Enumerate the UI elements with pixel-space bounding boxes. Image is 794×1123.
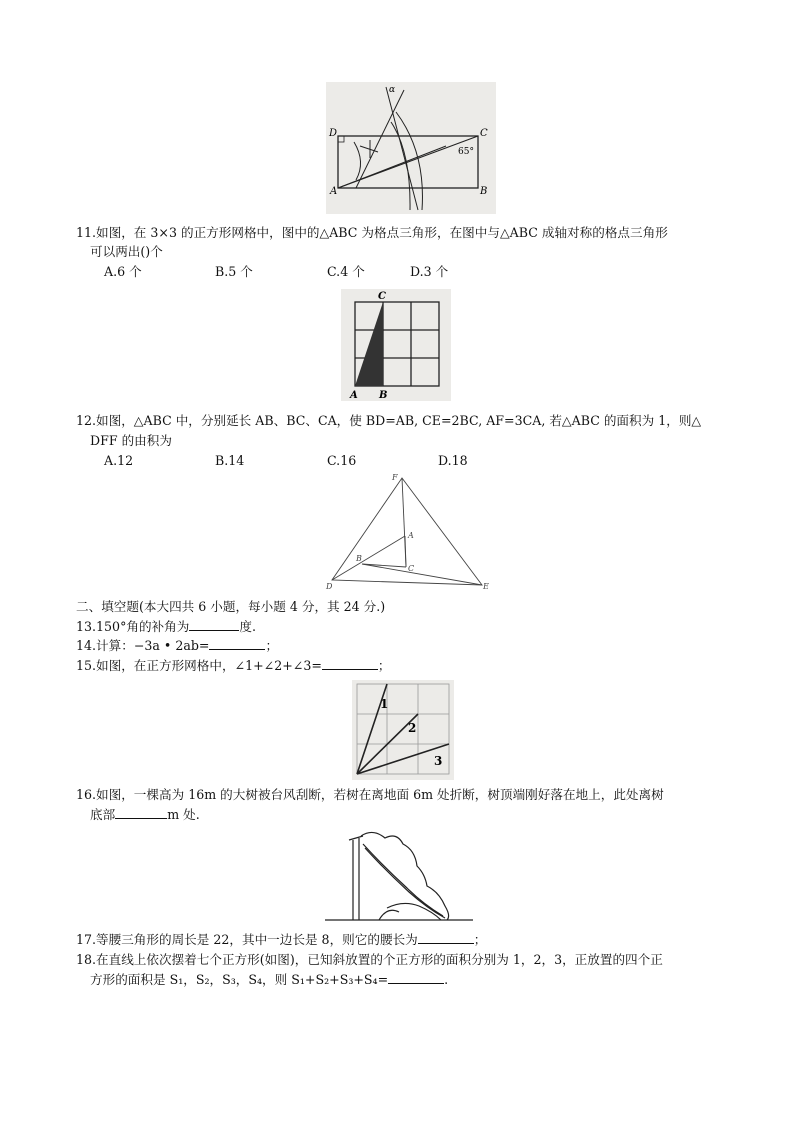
figure-q11-grid (341, 289, 451, 401)
label-alpha: α (389, 85, 396, 95)
q12-option-c: C.16 (327, 453, 357, 468)
q14-suffix: ； (265, 638, 279, 653)
q12-text-line2: DFF 的由积为 (90, 433, 172, 448)
figure-q12-triangle (322, 472, 492, 592)
label-c: C (480, 128, 488, 139)
q14-text: 14.计算：−3a • 2ab= (76, 638, 210, 653)
q17 (76, 931, 486, 948)
q11-option-a: A.6 个 (104, 264, 142, 279)
label-angle-2: 2 (408, 721, 417, 735)
q13-suffix: 度. (239, 619, 256, 634)
label-c: C (378, 291, 386, 302)
q18 (90, 971, 448, 988)
q13-text: 13.150°角的补角为 (76, 619, 190, 634)
label-f: F (392, 473, 398, 482)
q12-option-a: A.12 (104, 453, 134, 468)
q13 (76, 618, 256, 635)
q18-suffix: . (444, 972, 449, 987)
figure-q16-broken-tree (323, 826, 475, 924)
label-e: E (483, 582, 489, 591)
q16 (90, 806, 200, 823)
q18-text: 方形的面积是 S₁，S₂，S₃，S₄，则 S₁+S₂+S₃+S₄= (90, 972, 389, 987)
label-d: D (329, 128, 338, 139)
q16-text: 底部 (90, 807, 116, 822)
q18-answer-blank (388, 971, 444, 984)
label-angle-65: 65° (458, 147, 474, 157)
q16-answer-blank (115, 806, 167, 819)
q11-text-line1: 11.如图，在 3×3 的正方形网格中，图中的△ABC 为格点三角形，在图中与△ABC 成轴对称的格点三角形 (76, 225, 668, 240)
label-a: A (330, 186, 338, 197)
label-angle-1: 1 (380, 697, 389, 711)
q15-text: 15.如图，在正方形网格中，∠1+∠2+∠3= (76, 658, 322, 673)
q12-text-line1: 12.如图，△ABC 中，分别延长 AB、BC、CA，使 BD=AB, CE=2BC, AF=3CA, 若△ABC 的面积为 1，则△ (76, 413, 702, 428)
label-b: B (379, 390, 388, 401)
q14-answer-blank (209, 637, 265, 650)
q11-option-b: B.5 个 (215, 264, 253, 279)
q15-answer-blank (322, 657, 378, 670)
figure-q15-angles (352, 680, 454, 780)
q17-text: 17.等腰三角形的周长是 22，其中一边长是 8，则它的腰长为 (76, 932, 418, 947)
label-c: C (408, 564, 415, 573)
q15-suffix: ； (377, 658, 391, 673)
q11-option-d: D.3 个 (410, 264, 449, 279)
label-a: A (350, 390, 358, 401)
q17-answer-blank (418, 931, 474, 944)
q13-answer-blank (189, 618, 239, 631)
figure-q10-rectangle (326, 82, 496, 214)
q17-suffix: ； (473, 932, 487, 947)
q16-text-line1: 16.如图，一棵高为 16m 的大树被台风刮断，若树在离地面 6m 处折断，树顶端刚好落在地上，此处离树 (76, 787, 664, 802)
section2-title: 二、填空题(本大四共 6 小题，每小题 4 分，其 24 分.) (76, 599, 386, 614)
label-d: D (326, 582, 333, 591)
q18-text-line1: 18.在直线上依次摆着七个正方形(如图)，已知斜放置的个正方形的面积分别为 1，2，3，正放置的四个正 (76, 952, 663, 967)
q16-suffix: m 处. (167, 807, 200, 822)
q12-option-b: B.14 (215, 453, 245, 468)
q15 (76, 657, 391, 674)
label-b: B (480, 186, 488, 197)
q12-option-d: D.18 (438, 453, 468, 468)
label-angle-3: 3 (434, 754, 443, 768)
q11-option-c: C.4 个 (327, 264, 365, 279)
q14 (76, 637, 278, 654)
q11-text-line2: 可以两出()个 (90, 244, 163, 259)
label-a: A (408, 531, 414, 540)
label-b: B (356, 554, 362, 563)
